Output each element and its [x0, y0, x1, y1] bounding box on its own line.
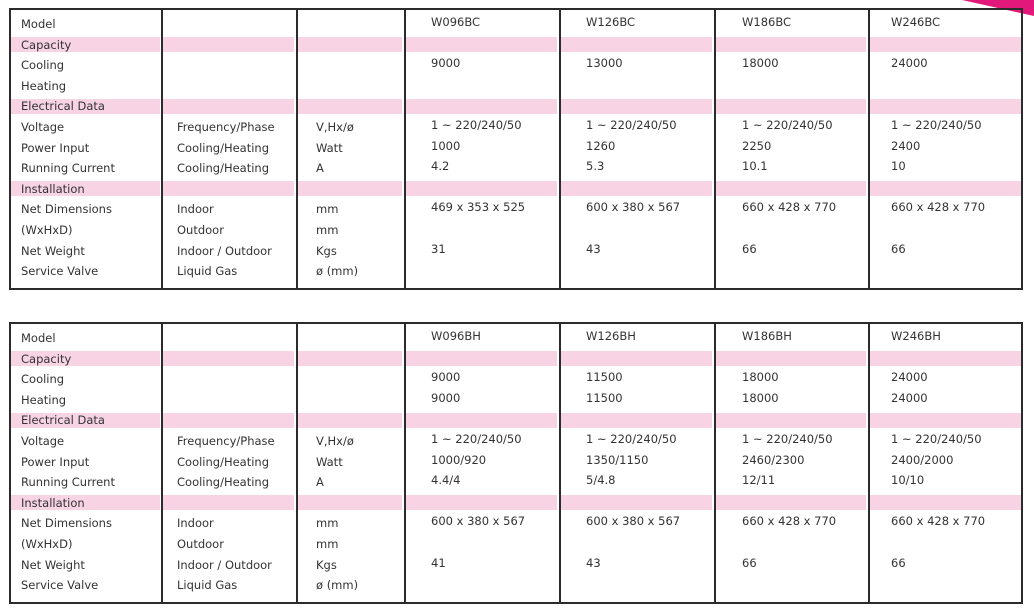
model-3: W186BC — [742, 15, 792, 29]
model-1: 1 ~ 220/240/50 — [431, 118, 522, 132]
row-label: (WxHxD) — [21, 223, 73, 237]
unit: ø (mm) — [316, 264, 359, 279]
model-2: W126BH — [586, 329, 636, 343]
model-2: 11500 — [586, 370, 623, 385]
model-2: 1350/1150 — [586, 452, 649, 467]
model-4: 24000 — [891, 56, 928, 71]
unit: Watt — [316, 454, 343, 469]
model-3: 1 ~ 220/240/50 — [742, 118, 833, 132]
model-2: 1 ~ 220/240/50 — [586, 118, 677, 132]
model-2: 600 x 380 x 567 — [586, 200, 681, 215]
model-4: 66 — [891, 241, 906, 256]
model-3: W186BH — [742, 329, 792, 343]
spec-table-heat-pump — [9, 322, 1023, 604]
model-1: 9000 — [431, 56, 461, 71]
sub-label: Indoor / Outdoor — [177, 243, 272, 258]
unit: A — [316, 161, 324, 176]
section-band — [11, 413, 1021, 428]
row-label: Net Dimensions — [21, 516, 112, 531]
model-4: 1 ~ 220/240/50 — [891, 118, 982, 132]
model-3: 66 — [742, 555, 757, 570]
model-1: 9000 — [431, 390, 461, 405]
model-3: 1 ~ 220/240/50 — [742, 432, 833, 446]
model-1: 41 — [431, 555, 446, 570]
sub-label: Cooling/Heating — [177, 475, 270, 490]
section-band — [11, 181, 1021, 196]
model-1: 1000 — [431, 138, 461, 153]
model-4: W246BH — [891, 329, 941, 343]
section-heading: Installation — [21, 495, 85, 510]
sub-label: Cooling/Heating — [177, 161, 270, 176]
sub-label: Liquid Gas — [177, 264, 238, 279]
model-4: 10/10 — [891, 473, 925, 488]
model-3: 2460/2300 — [742, 452, 805, 467]
model-3: 66 — [742, 241, 757, 256]
row-label: Service Valve — [21, 578, 99, 593]
model-4: 660 x 428 x 770 — [891, 200, 986, 215]
row-label: Net Weight — [21, 557, 85, 572]
model-4: 24000 — [891, 390, 928, 405]
model-2: W126BC — [586, 15, 636, 29]
unit: ø (mm) — [316, 578, 359, 593]
unit: V,Hx/ø — [316, 120, 354, 134]
unit: Kgs — [316, 243, 337, 258]
model-1: 4.2 — [431, 159, 450, 174]
row-label: Voltage — [21, 120, 65, 134]
section-band — [11, 99, 1021, 114]
model-4: 2400 — [891, 138, 921, 153]
model-4: 660 x 428 x 770 — [891, 514, 986, 529]
model-4: 2400/2000 — [891, 452, 954, 467]
row-label: Model — [21, 331, 56, 345]
sub-label: Cooling/Heating — [177, 454, 270, 469]
model-3: 18000 — [742, 390, 779, 405]
model-3: 18000 — [742, 370, 779, 385]
unit: mm — [316, 202, 339, 217]
section-band — [11, 351, 1021, 366]
sub-label: Cooling/Heating — [177, 140, 270, 155]
model-2: 11500 — [586, 390, 623, 405]
row-label: Net Dimensions — [21, 202, 112, 217]
model-1: W096BC — [431, 15, 481, 29]
row-label: Voltage — [21, 434, 65, 448]
row-label: Heating — [21, 78, 67, 93]
sub-label: Outdoor — [177, 537, 224, 551]
section-band — [11, 495, 1021, 510]
model-2: 43 — [586, 241, 601, 256]
row-label: Model — [21, 17, 56, 31]
model-2: 5.3 — [586, 159, 605, 174]
model-4: 10 — [891, 159, 906, 174]
unit: mm — [316, 223, 339, 237]
model-1: 600 x 380 x 567 — [431, 514, 526, 529]
section-heading: Electrical Data — [21, 413, 105, 428]
model-1: 4.4/4 — [431, 473, 461, 488]
sub-label: Frequency/Phase — [177, 434, 275, 448]
spec-table-cooling-only — [9, 8, 1023, 290]
model-3: 2250 — [742, 138, 772, 153]
sub-label: Outdoor — [177, 223, 224, 237]
row-label: Power Input — [21, 140, 90, 155]
row-label: Service Valve — [21, 264, 99, 279]
model-1: W096BH — [431, 329, 481, 343]
model-1: 9000 — [431, 370, 461, 385]
unit: Watt — [316, 140, 343, 155]
section-heading: Electrical Data — [21, 99, 105, 114]
model-2: 43 — [586, 555, 601, 570]
sub-label: Indoor — [177, 516, 214, 531]
model-4: W246BC — [891, 15, 941, 29]
unit: V,Hx/ø — [316, 434, 354, 448]
model-3: 660 x 428 x 770 — [742, 514, 837, 529]
model-2: 1 ~ 220/240/50 — [586, 432, 677, 446]
model-4: 1 ~ 220/240/50 — [891, 432, 982, 446]
row-label: Net Weight — [21, 243, 85, 258]
model-3: 660 x 428 x 770 — [742, 200, 837, 215]
model-2: 1260 — [586, 138, 616, 153]
unit: mm — [316, 516, 339, 531]
model-1: 1000/920 — [431, 452, 487, 467]
row-label: Power Input — [21, 454, 90, 469]
model-3: 18000 — [742, 56, 779, 71]
row-label: Cooling — [21, 58, 65, 73]
section-heading: Capacity — [21, 351, 72, 366]
model-4: 24000 — [891, 370, 928, 385]
unit: mm — [316, 537, 339, 551]
section-heading: Installation — [21, 181, 85, 196]
row-label: Running Current — [21, 161, 115, 176]
sub-label: Frequency/Phase — [177, 120, 275, 134]
section-heading: Capacity — [21, 37, 72, 52]
row-label: (WxHxD) — [21, 537, 73, 551]
model-2: 13000 — [586, 56, 623, 71]
model-3: 12/11 — [742, 473, 776, 488]
row-label: Heating — [21, 392, 67, 407]
unit: Kgs — [316, 557, 337, 572]
row-label: Running Current — [21, 475, 115, 490]
sub-label: Liquid Gas — [177, 578, 238, 593]
model-3: 10.1 — [742, 159, 768, 174]
section-band — [11, 37, 1021, 52]
model-2: 600 x 380 x 567 — [586, 514, 681, 529]
model-1: 469 x 353 x 525 — [431, 200, 526, 215]
model-1: 31 — [431, 241, 446, 256]
model-4: 66 — [891, 555, 906, 570]
model-1: 1 ~ 220/240/50 — [431, 432, 522, 446]
sub-label: Indoor / Outdoor — [177, 557, 272, 572]
sub-label: Indoor — [177, 202, 214, 217]
unit: A — [316, 475, 324, 490]
row-label: Cooling — [21, 372, 65, 387]
model-2: 5/4.8 — [586, 473, 616, 488]
